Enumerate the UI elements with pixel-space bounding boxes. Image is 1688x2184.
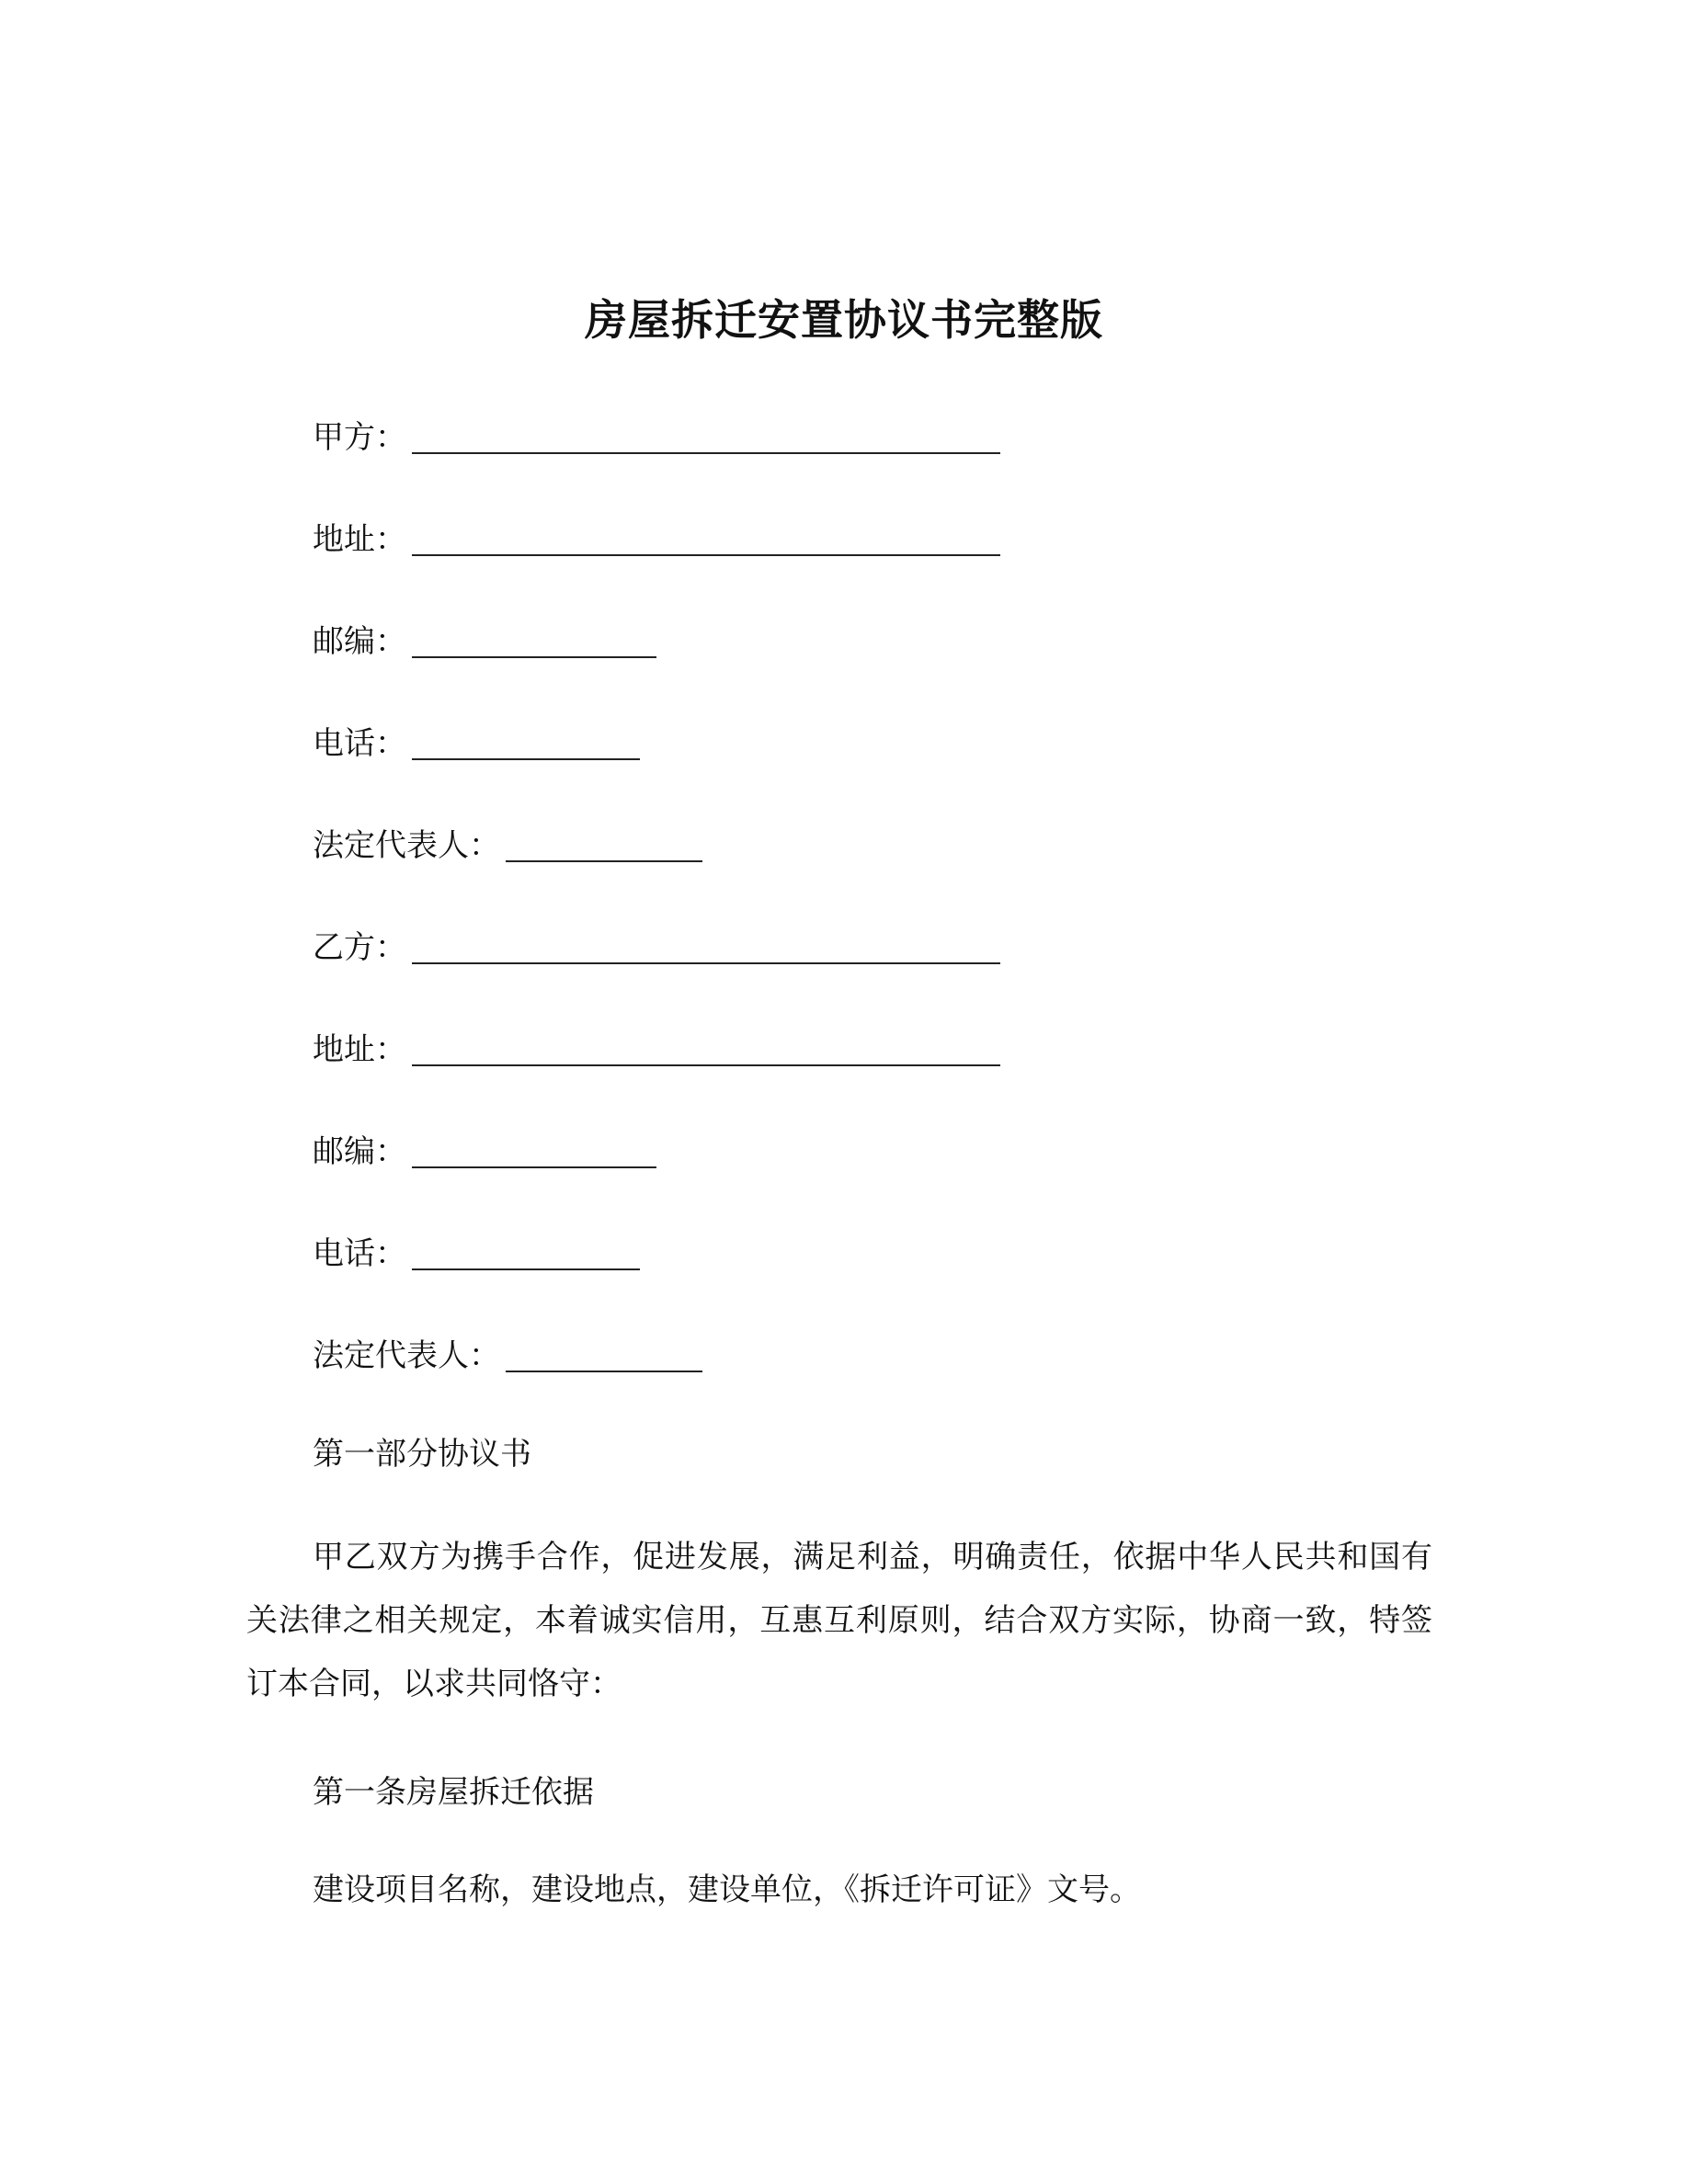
party-b-address-label: 地址： (313, 1031, 406, 1068)
party-a-address-blank[interactable] (412, 521, 1000, 556)
intro-paragraph: 甲乙双方为携手合作，促进发展，满足利益，明确责任，依据中华人民共和国有关法律之相关规定，本着诚实信用，互惠互利原则，结合双方实际，协商一致，特签订本合同，以求共同恪守： (246, 1539, 1432, 1702)
party-b-postcode-field (313, 1126, 656, 1172)
section-heading: 第一部分协议书 (313, 1436, 531, 1473)
party-b-address-field (313, 1024, 1000, 1070)
party-b-phone-field (313, 1228, 640, 1274)
article-1-heading: 第一条房屋拆迁依据 (313, 1774, 594, 1811)
party-b-legal-rep-label: 法定代表人： (313, 1337, 500, 1374)
party-a-legal-rep-field (313, 820, 702, 866)
party-a-legal-rep-label: 法定代表人： (313, 827, 500, 864)
party-b-postcode-label: 邮编： (313, 1133, 406, 1170)
party-b-name-field (313, 922, 1000, 968)
party-a-phone-field (313, 718, 640, 764)
party-b-address-blank[interactable] (412, 1031, 1000, 1066)
party-a-name-label: 甲方： (313, 419, 406, 456)
party-a-phone-label: 电话： (313, 725, 406, 762)
party-b-postcode-blank[interactable] (412, 1133, 656, 1168)
party-b-phone-label: 电话： (313, 1235, 406, 1272)
party-a-legal-rep-blank[interactable] (506, 827, 702, 862)
party-a-phone-blank[interactable] (412, 725, 640, 760)
party-a-address-field (313, 514, 1000, 560)
party-b-legal-rep-blank[interactable] (506, 1337, 702, 1372)
party-a-name-field (313, 412, 1000, 458)
party-b-name-blank[interactable] (412, 929, 1000, 964)
party-b-phone-blank[interactable] (412, 1235, 640, 1270)
article-1-text: 建设项目名称，建设地点，建设单位，《拆迁许可证》文号。 (313, 1871, 1141, 1908)
document-title: 房屋拆迁安置协议书完整版 (585, 295, 1103, 345)
party-a-postcode-blank[interactable] (412, 623, 656, 658)
party-a-postcode-label: 邮编： (313, 623, 406, 660)
party-b-legal-rep-field (313, 1330, 702, 1376)
party-a-name-blank[interactable] (412, 419, 1000, 454)
party-b-name-label: 乙方： (313, 929, 406, 966)
party-a-postcode-field (313, 616, 656, 662)
party-a-address-label: 地址： (313, 521, 406, 558)
